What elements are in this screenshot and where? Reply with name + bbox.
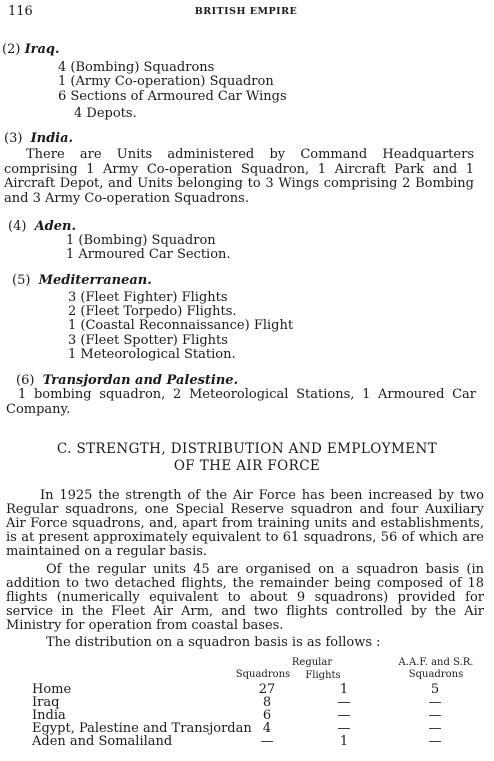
header-squadrons: Squadrons (235, 669, 291, 680)
cell-flights: 1 (339, 734, 349, 749)
list-item: 2 (Fleet Torpedo) Flights. (68, 304, 237, 319)
row-label: Home (32, 682, 72, 697)
section-number: (5) (12, 273, 31, 288)
section-title: Aden. (34, 219, 76, 234)
cell-squadrons: 8 (262, 695, 272, 710)
table-row (32, 696, 492, 709)
list-item: 3 (Fleet Fighter) Flights (68, 290, 228, 305)
cell-aaf: — (428, 734, 442, 749)
strength-paragraph: In 1925 the strength of the Air Force has been increased by two Regular squadrons, one Special Reserve squadron and four Auxiliary Air Force squadrons, and, apart from training units and establishments, is at present approximately equivalent to 61 squadrons, 56 of which are maintained on a regular basis. (6, 488, 484, 559)
transjordan-paragraph: 1 bombing squadron, 2 Meteorological Stations, 1 Armoured Car Company. (6, 387, 476, 417)
list-item: 1 Armoured Car Section. (66, 247, 231, 262)
row-label: Iraq (32, 695, 60, 710)
section-title: Mediterranean. (38, 273, 152, 288)
section-transjordan-heading (16, 373, 238, 388)
section-number: (3) (4, 131, 23, 146)
section-india-heading (4, 131, 73, 146)
table-row (32, 683, 492, 696)
section-aden-heading (8, 219, 76, 234)
cell-flights: 1 (339, 682, 349, 697)
list-item: 6 Sections of Armoured Car Wings (58, 89, 287, 104)
cell-aaf: — (428, 695, 442, 710)
list-item: 1 Meteorological Station. (68, 347, 236, 362)
section-title: India. (30, 131, 74, 146)
list-item: 1 (Army Co-operation) Squadron (58, 74, 274, 89)
distribution-intro: The distribution on a squadron basis is as follows : (46, 635, 381, 650)
list-item: 1 (Coastal Reconnaissance) Flight (68, 318, 294, 333)
section-number: (2) (2, 42, 21, 57)
cell-aaf: 5 (430, 682, 440, 697)
running-title: BRITISH EMPIRE (194, 6, 298, 17)
header-flights: Flights (305, 670, 341, 681)
section-title: Iraq. (24, 42, 60, 57)
row-label: Egypt, Palestine and Transjordan (32, 721, 252, 736)
section-mediterranean-heading (12, 273, 152, 288)
row-label: Aden and Somaliland (32, 734, 173, 749)
cell-squadrons: 27 (258, 682, 276, 697)
cell-flights: — (337, 721, 351, 736)
section-number: (6) (16, 373, 35, 388)
section-c-heading (20, 441, 474, 475)
cell-squadrons: — (260, 734, 274, 749)
header-regular: Regular (291, 657, 333, 668)
header-aaf-squadrons: Squadrons (408, 669, 464, 680)
cell-flights: — (337, 695, 351, 710)
regular-units-paragraph: Of the regular units 45 are organised on a squadron basis (in addition to two detached flights, the remainder being composed of 18 flights (numerically equivalent to about 9 squadrons) provided for service in the Fleet Air Arm, and two flights controlled by the Air Ministry for operation from coastal bases. (6, 562, 484, 633)
section-iraq-heading (2, 42, 60, 57)
list-item: 3 (Fleet Spotter) Flights (68, 333, 228, 348)
section-c-heading-line1: C. STRENGTH, DISTRIBUTION AND EMPLOYMENT (56, 441, 438, 457)
section-title: Transjordan and Palestine. (42, 373, 239, 388)
list-item: 4 (Bombing) Squadrons (58, 60, 215, 75)
page-number: 116 (8, 4, 33, 19)
cell-flights: — (337, 708, 351, 723)
cell-aaf: — (428, 708, 442, 723)
india-paragraph: There are Units administered by Command Headquarters comprising 1 Army Co-operation Squadron, 1 Aircraft Park and 1 Aircraft Depot, and Units belonging to 3 Wings comprising 2 Bombing and 3 Army Co-operation Squadrons. (4, 147, 474, 206)
section-number: (4) (8, 219, 27, 234)
list-item: 1 (Bombing) Squadron (66, 233, 216, 248)
list-item: 4 Depots. (74, 106, 137, 121)
page-header (8, 4, 484, 22)
table-row (32, 735, 492, 748)
cell-aaf: — (428, 721, 442, 736)
header-aaf: A.A.F. and S.R. (398, 657, 474, 668)
row-label: India (32, 708, 66, 723)
cell-squadrons: 4 (262, 721, 272, 736)
section-c-heading-line2: OF THE AIR FORCE (173, 458, 321, 474)
cell-squadrons: 6 (262, 708, 272, 723)
